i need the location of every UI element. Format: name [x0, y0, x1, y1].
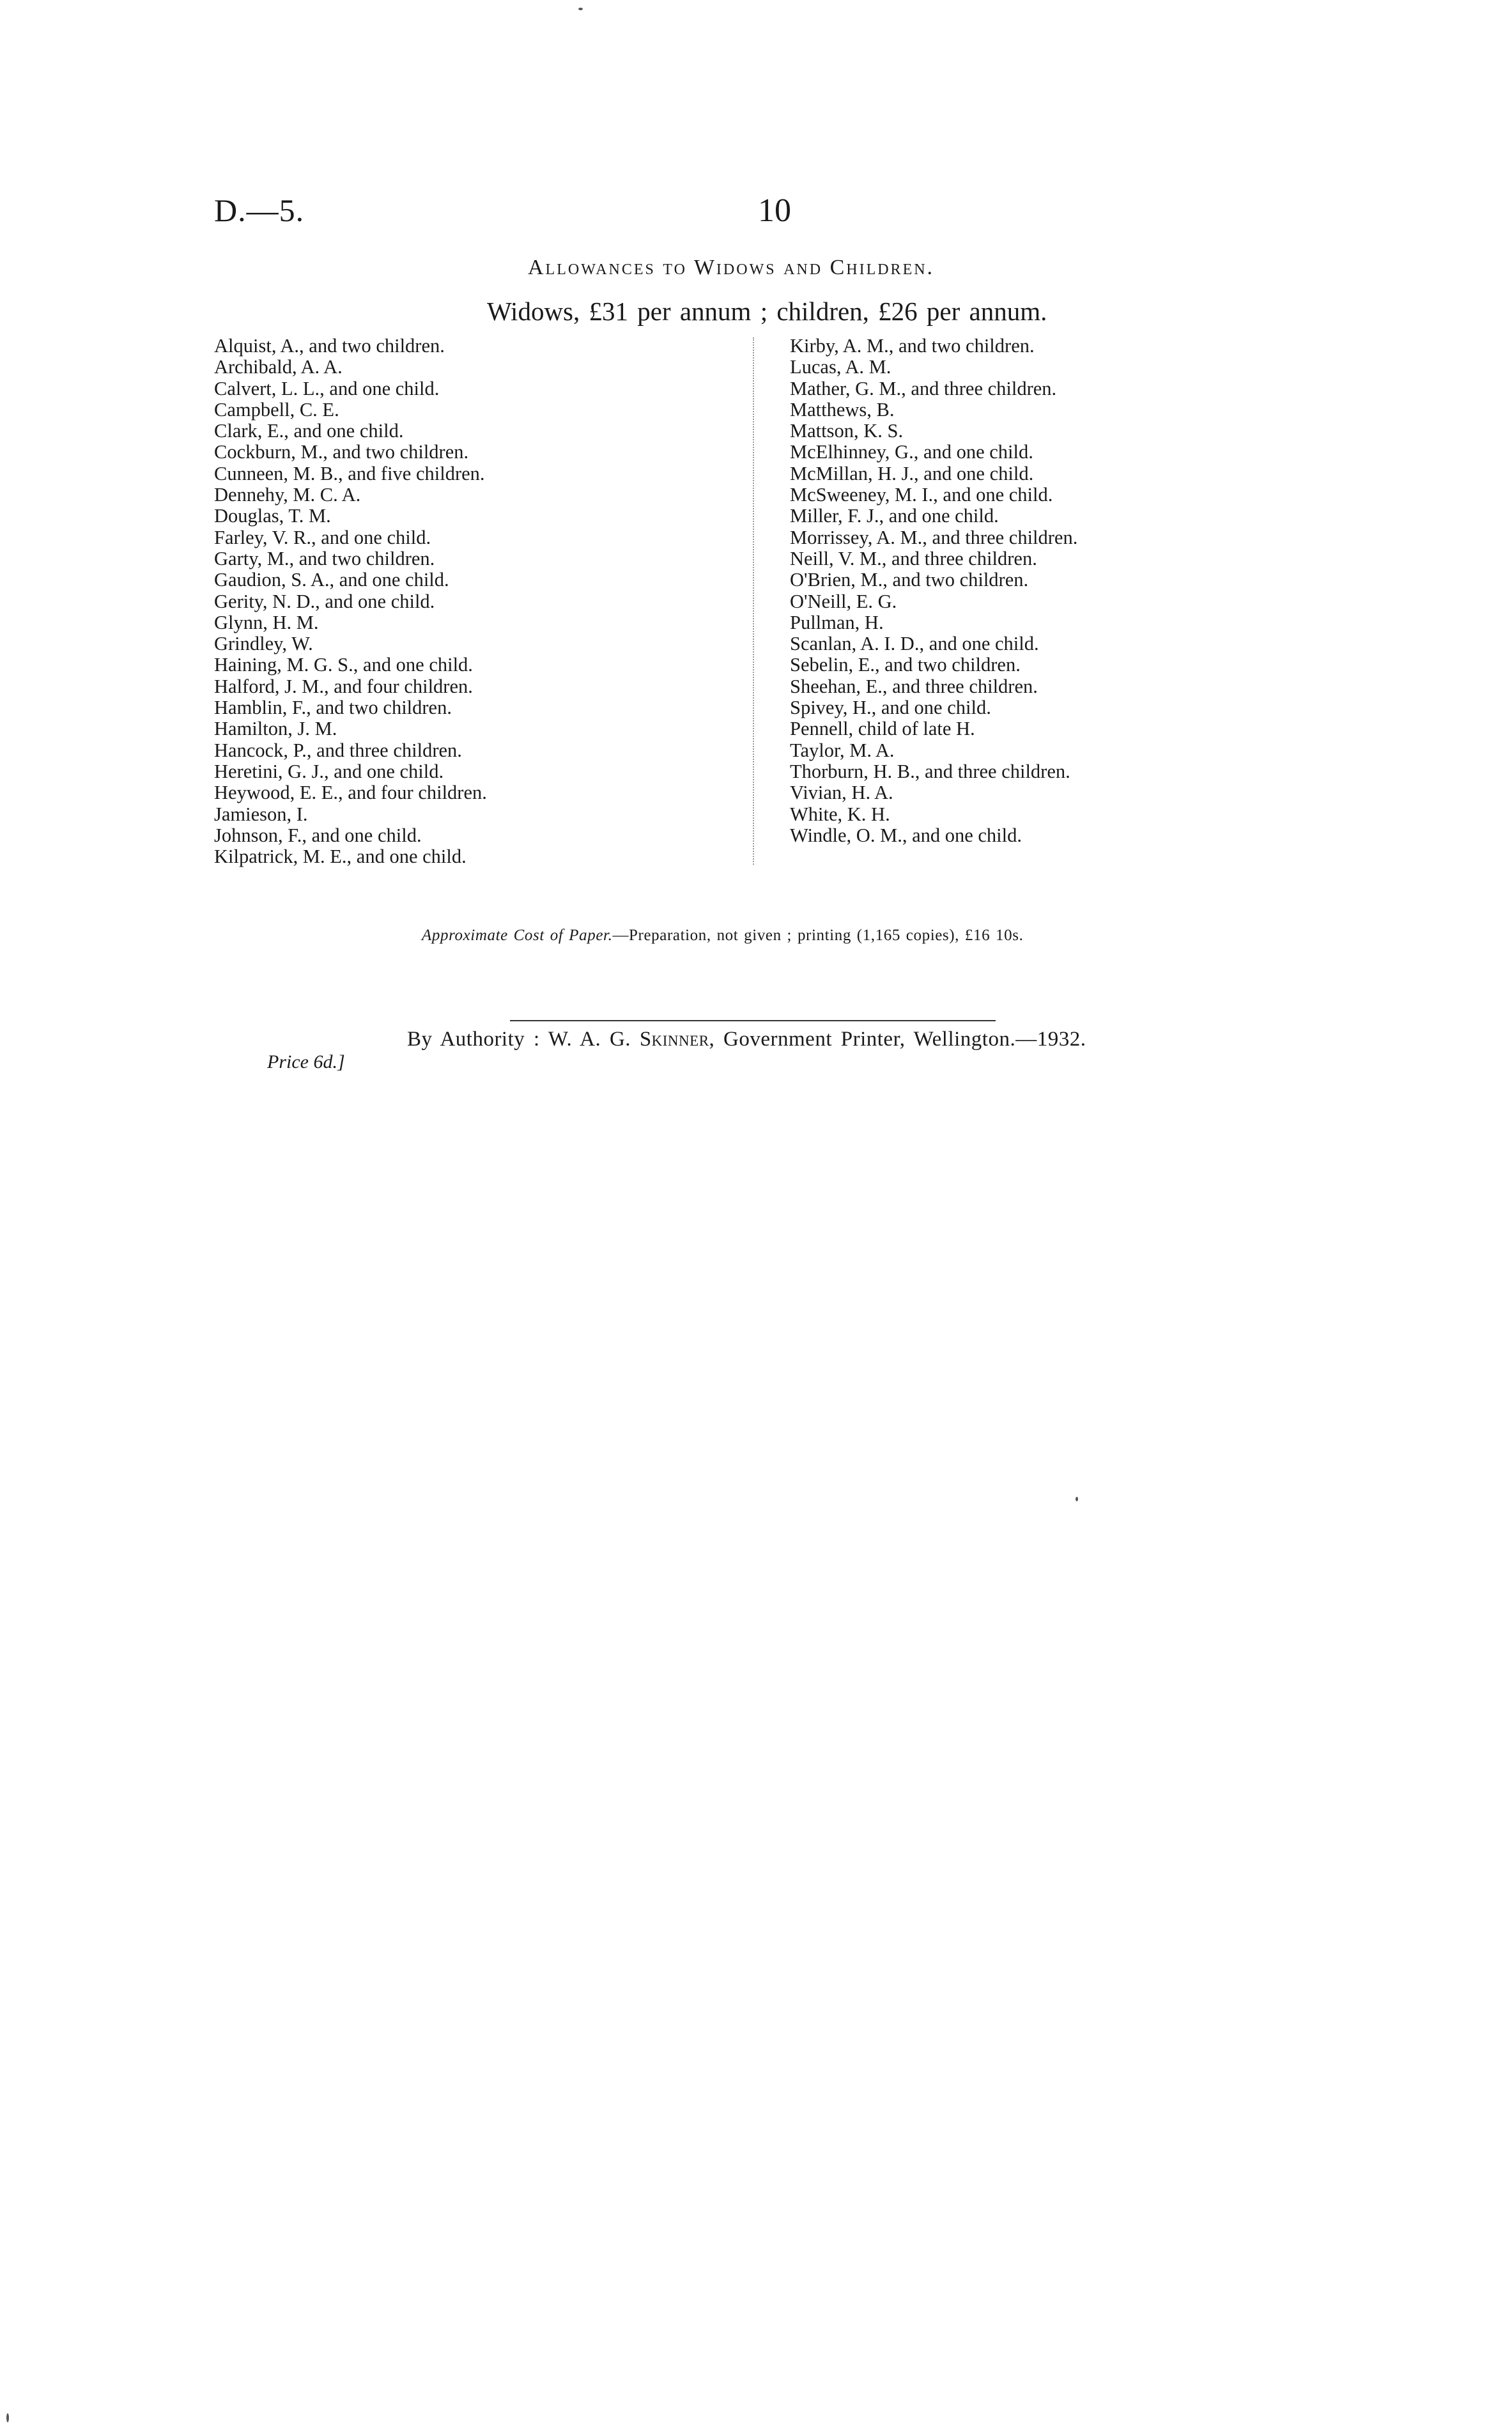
name-entry: Calvert, L. L., and one child. [214, 377, 440, 399]
left-name-list [214, 336, 487, 867]
printer-authority [407, 1028, 1086, 1051]
name-entry: Haining, M. G. S., and one child. [214, 654, 473, 676]
name-entry: Miller, F. J., and one child. [790, 505, 999, 527]
name-entry: Mattson, K. S. [790, 420, 904, 442]
name-entry: Halford, J. M., and four children. [214, 675, 473, 697]
name-entry: McSweeney, M. I., and one child. [790, 484, 1053, 506]
name-entry: Thorburn, H. B., and three children. [790, 760, 1070, 782]
scan-speck [578, 8, 583, 10]
page-number: 10 [758, 192, 791, 229]
name-entry: Gaudion, S. A., and one child. [214, 569, 449, 591]
name-entry: Mather, G. M., and three children. [790, 377, 1057, 399]
name-entry: Clark, E., and one child. [214, 420, 404, 442]
name-entry: Jamieson, I. [214, 803, 308, 825]
name-entry: Hamblin, F., and two children. [214, 697, 452, 719]
name-entry: Scanlan, A. I. D., and one child. [790, 633, 1039, 655]
name-entry: Farley, V. R., and one child. [214, 526, 431, 548]
name-entry: Cockburn, M., and two children. [214, 441, 469, 463]
name-entry: Morrissey, A. M., and three children. [790, 526, 1078, 548]
name-entry: Matthews, B. [790, 398, 895, 421]
name-entry: Lucas, A. M. [790, 356, 891, 378]
price-label: Price 6d.] [267, 1051, 345, 1072]
column-divider [753, 337, 754, 865]
name-entry: McMillan, H. J., and one child. [790, 462, 1034, 484]
right-name-list [790, 336, 1077, 846]
name-entry: Dennehy, M. C. A. [214, 484, 361, 506]
name-entry: Kilpatrick, M. E., and one child. [214, 846, 467, 868]
name-entry: Archibald, A. A. [214, 356, 343, 378]
name-entry: Grindley, W. [214, 633, 313, 655]
name-entry: Taylor, M. A. [790, 739, 895, 761]
name-entry: Heretini, G. J., and one child. [214, 760, 444, 782]
name-entry: Hancock, P., and three children. [214, 739, 462, 761]
name-entry: Garty, M., and two children. [214, 547, 435, 569]
name-entry: White, K. H. [790, 803, 890, 825]
name-entry: Hamilton, J. M. [214, 718, 337, 740]
name-entry: Alquist, A., and two children. [214, 335, 445, 357]
name-entry: Johnson, F., and one child. [214, 824, 422, 846]
name-entry: Pullman, H. [790, 611, 884, 633]
name-entry: Heywood, E. E., and four children. [214, 782, 487, 804]
name-entry: Sebelin, E., and two children. [790, 654, 1021, 676]
scan-speck [1076, 1497, 1078, 1501]
cost-note-text: —Preparation, not given ; printing (1,165 copies), £16 10s. [612, 927, 1024, 944]
name-entry: McElhinney, G., and one child. [790, 441, 1033, 463]
section-heading: Allowances to Widows and Children. [528, 256, 935, 279]
name-entry: O'Brien, M., and two children. [790, 569, 1029, 591]
authority-prefix: By Authority : W. A. G. [407, 1028, 640, 1051]
cost-note-label: Approximate Cost of Paper. [422, 927, 613, 944]
printer-name: Skinner [639, 1028, 709, 1051]
cost-note [422, 927, 1023, 945]
name-entry: Sheehan, E., and three children. [790, 675, 1038, 697]
allowance-rates: Widows, £31 per annum ; children, £26 per annum. [487, 297, 1047, 326]
name-entry: O'Neill, E. G. [790, 590, 897, 612]
document-reference: D.—5. [214, 192, 305, 228]
name-entry: Douglas, T. M. [214, 505, 331, 527]
name-entry: Kirby, A. M., and two children. [790, 335, 1035, 357]
name-entry: Pennell, child of late H. [790, 718, 975, 740]
authority-suffix: , Government Printer, Wellington.—1932. [709, 1028, 1086, 1051]
name-entry: Campbell, C. E. [214, 398, 339, 421]
name-entry: Spivey, H., and one child. [790, 697, 991, 719]
name-entry: Cunneen, M. B., and five children. [214, 462, 485, 484]
name-entry: Gerity, N. D., and one child. [214, 590, 435, 612]
name-entry: Vivian, H. A. [790, 782, 893, 804]
scan-speck [6, 2413, 9, 2422]
name-entry: Glynn, H. M. [214, 611, 319, 633]
authority-rule [510, 1020, 996, 1021]
name-entry: Windle, O. M., and one child. [790, 824, 1022, 846]
name-entry: Neill, V. M., and three children. [790, 547, 1037, 569]
